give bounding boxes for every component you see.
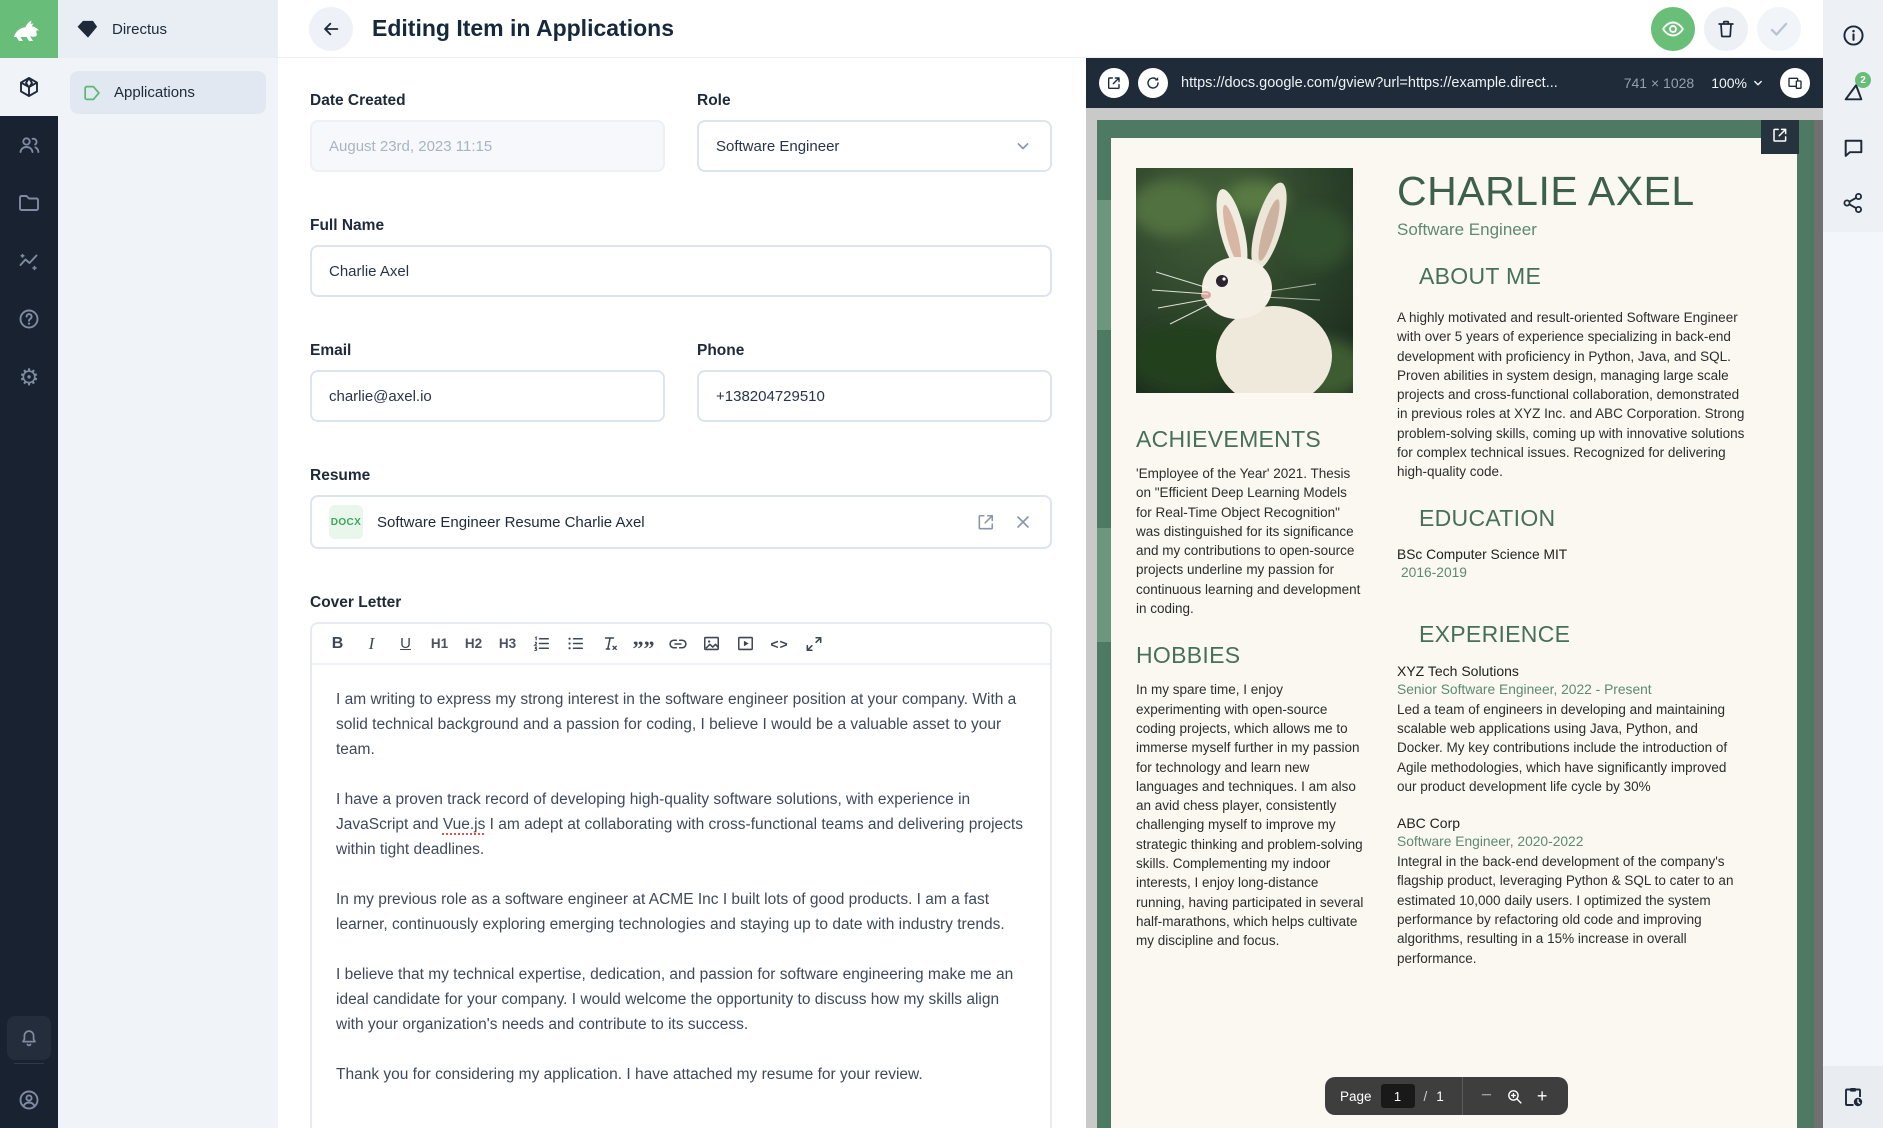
cover-letter-paragraph: I believe that my technical expertise, dedication, and passion for software engineering make me an ideal candidate for your company. I would welcome the opportunity to discuss how my skills align with your organization's needs and contribute to its success. <box>336 966 1014 1033</box>
phone-value: +138204729510 <box>716 387 825 405</box>
back-button[interactable] <box>309 7 353 51</box>
open-file-button[interactable] <box>976 512 996 532</box>
activity-log-button[interactable] <box>1823 1066 1883 1128</box>
module-users[interactable] <box>0 116 58 174</box>
notifications-button[interactable] <box>7 1016 51 1060</box>
preview-button[interactable] <box>1651 7 1695 51</box>
preview-viewport <box>1086 120 1823 1128</box>
resume-file-input[interactable] <box>310 495 1052 549</box>
about-text: A highly motivated and result-oriented Software Engineer with over 5 years of experience specializing in back-end development with proficiency in Python, Java, and SQL. Proven abilities in system design, managing large scale projects and cross-functional collaboration, demonstrated in previous roles at XYZ Inc. and ABC Corporation. Strong problem-solving skills, coming up with innovative solutions for complex technical issues. Recognized for delivering high-quality code. <box>1397 310 1745 480</box>
job-role: Senior Software Engineer, 2022 - Present <box>1397 681 1652 697</box>
email-label: Email <box>310 342 352 359</box>
account-button[interactable] <box>7 1078 51 1122</box>
cover-letter-paragraph: Thank you for considering my application. I have attached my resume for your review. <box>336 1066 923 1083</box>
page-label: Page <box>1340 1088 1372 1104</box>
project-selector[interactable] <box>58 0 278 58</box>
page-edge-segment <box>1097 200 1111 330</box>
field-date-created <box>310 92 665 172</box>
video-button[interactable] <box>733 630 758 658</box>
field-email <box>310 342 665 422</box>
resume-label: Resume <box>310 467 371 484</box>
open-in-new-icon <box>1771 126 1789 144</box>
module-help[interactable] <box>0 290 58 348</box>
job-role: Software Engineer, 2020-2022 <box>1397 834 1584 850</box>
h3-button[interactable]: H3 <box>498 636 517 651</box>
sidebar-item-label: Applications <box>114 84 195 101</box>
date-created-input[interactable] <box>310 120 665 172</box>
eye-icon <box>1661 17 1685 41</box>
gem-icon <box>77 19 99 39</box>
save-button[interactable] <box>1757 7 1801 51</box>
revisions-badge: 2 <box>1855 72 1871 88</box>
education-degree: BSc Computer Science MIT <box>1397 546 1568 562</box>
document-scrollbar[interactable] <box>1814 120 1823 1128</box>
date-created-label: Date Created <box>310 92 406 109</box>
editor-toolbar <box>312 624 1050 665</box>
experience-heading: EXPERIENCE <box>1419 620 1571 647</box>
zoom-in-button[interactable]: + <box>1536 1085 1548 1106</box>
chevron-down-icon <box>1751 76 1765 90</box>
job-description: Led a team of engineers in developing and maintaining scalable web applications using Java, Python, and Docker. My key contributions include the introduction of Agile methodologies, which have significantly improved our product development life cycle by 30% <box>1397 701 1728 794</box>
cover-letter-paragraph: In my previous role as a software engineer at ACME Inc I built lots of good products. I am a fast learner, continuously exploring emerging technologies and staying up to date with industry trends. <box>336 891 1005 933</box>
clear-format-button[interactable] <box>597 630 622 658</box>
insights-icon <box>17 249 41 273</box>
bullet-list-icon <box>566 634 585 653</box>
full-name-input[interactable] <box>310 245 1052 297</box>
module-settings[interactable] <box>0 348 58 406</box>
navigation-sidebar <box>58 0 278 1128</box>
achievements-text: 'Employee of the Year' 2021. Thesis on "Efficient Deep Learning Models for Real-Time Object Recognition" was distinguished for its significance and my contributions to open-source projects underline my passion for continuous learning and development in coding. <box>1136 466 1361 617</box>
resume-left-column <box>1136 168 1364 968</box>
arrow-left-icon <box>320 18 342 40</box>
email-value: charlie@axel.io <box>329 387 432 405</box>
role-select[interactable] <box>697 120 1052 172</box>
fullscreen-icon <box>804 634 824 654</box>
field-cover-letter <box>310 594 1023 1128</box>
trash-icon <box>1715 18 1737 40</box>
job-company: ABC Corp <box>1397 815 1461 832</box>
resume-name: CHARLIE AXEL <box>1397 168 1695 214</box>
blockquote-button[interactable]: ”” <box>632 635 655 661</box>
controls-divider <box>1462 1077 1463 1115</box>
embedded-scrollbar-left[interactable] <box>1086 120 1097 1128</box>
module-files[interactable] <box>0 174 58 232</box>
account-circle-icon <box>17 1088 41 1112</box>
page-number-input[interactable]: 1 <box>1381 1084 1415 1108</box>
users-icon <box>17 133 41 157</box>
h2-button[interactable]: H2 <box>464 636 483 651</box>
open-in-new-icon <box>1106 75 1122 91</box>
education-years: 2016-2019 <box>1401 564 1467 580</box>
check-icon <box>1767 17 1791 41</box>
clipboard-clock-icon <box>1841 1085 1865 1109</box>
help-icon <box>17 307 41 331</box>
hobbies-text: In my spare time, I enjoy experimenting with open-source coding projects, which allows me to immerse myself further in my passion for technology and learn new languages and techniques. I am also an avid chess player, consistently challenging myself to improve my strategic thinking and problem-solving skills. Complementing my indoor interests, I enjoy long-distance running, having participated in several half-marathons, which helps cultivate my discipline and focus. <box>1136 682 1364 949</box>
docx-badge: DOCX <box>329 505 363 539</box>
field-role <box>697 92 1052 172</box>
cover-letter-label: Cover Letter <box>310 594 402 611</box>
comment-icon <box>1841 135 1866 160</box>
ordered-list-button[interactable] <box>529 630 554 658</box>
directus-logo[interactable] <box>0 0 58 58</box>
open-preview-new-tab-button[interactable] <box>1099 68 1129 98</box>
revisions-button[interactable] <box>1823 63 1883 119</box>
header-actions <box>1651 7 1801 51</box>
achievements-heading: ACHIEVEMENTS <box>1136 426 1322 452</box>
right-sidebar-buttons <box>1823 0 1883 232</box>
refresh-icon <box>1145 75 1161 91</box>
italic-button[interactable]: I <box>368 633 375 653</box>
field-phone <box>697 342 1052 422</box>
zoom-tool-button[interactable] <box>1498 1088 1531 1105</box>
module-bar <box>0 0 58 1128</box>
code-button[interactable]: <> <box>770 635 789 652</box>
bold-button[interactable]: B <box>331 634 344 652</box>
phone-label: Phone <box>697 342 745 359</box>
live-preview-panel <box>1086 58 1823 1128</box>
role-label: Role <box>697 92 731 109</box>
share-button[interactable] <box>1823 175 1883 231</box>
underline-button[interactable]: U <box>400 635 411 652</box>
role-value: Software Engineer <box>716 137 840 155</box>
experience-job <box>1397 663 1747 796</box>
video-icon <box>736 634 755 653</box>
gear-icon: ⚙ <box>18 363 40 390</box>
cover-letter-paragraph: I have a proven track record of developing high-quality software solutions, with experience in JavaScript and Vue.js I am adept at collaborating with cross-functional teams and delivering projects within tight deadlines. <box>336 791 1023 858</box>
magnifier-plus-icon <box>1506 1088 1523 1105</box>
close-icon <box>1013 512 1033 532</box>
image-icon <box>702 634 721 653</box>
bell-icon <box>18 1027 40 1049</box>
resume-file-name: Software Engineer Resume Charlie Axel <box>377 513 645 531</box>
module-bar-divider <box>14 1063 44 1064</box>
chevron-down-icon <box>1013 136 1033 156</box>
project-name: Directus <box>112 20 168 38</box>
rabbit-photo <box>1136 168 1353 393</box>
clear-format-icon <box>600 634 619 653</box>
refresh-preview-button[interactable] <box>1138 68 1168 98</box>
link-icon <box>668 634 688 654</box>
full-name-value: Charlie Axel <box>329 262 410 280</box>
devices-icon <box>1787 75 1803 91</box>
zoom-level: 100% <box>1711 75 1747 91</box>
about-heading: ABOUT ME <box>1419 263 1542 289</box>
job-description: Integral in the back-end development of the company's flagship product, leveraging Python & SQL to cater to an estimated 10,000 daily users. I optimized the system performance by refactoring old code and improving algorithms, resulting in a 15% increase in overall performance. <box>1397 854 1734 966</box>
fullscreen-button[interactable] <box>801 630 826 658</box>
cover-letter-text[interactable] <box>312 665 1050 1128</box>
preview-dimensions: 741 × 1028 <box>1623 75 1695 91</box>
info-icon <box>1841 23 1866 48</box>
cube-icon <box>17 75 41 99</box>
info-button[interactable] <box>1823 7 1883 63</box>
job-company: XYZ Tech Solutions <box>1397 662 1519 679</box>
zoom-out-button[interactable]: − <box>1480 1085 1492 1106</box>
label-tag-icon <box>81 82 103 104</box>
pdf-page-controls <box>1325 1077 1568 1115</box>
date-created-value: August 23rd, 2023 11:15 <box>329 137 493 155</box>
page-edge-segment <box>1097 528 1111 642</box>
comments-button[interactable] <box>1823 119 1883 175</box>
sidebar-item-applications[interactable] <box>70 71 266 114</box>
module-content[interactable] <box>0 58 58 116</box>
image-button[interactable] <box>699 630 724 658</box>
preview-url[interactable]: https://docs.google.com/gview?url=https://example.direct... <box>1181 75 1558 91</box>
page-separator: / <box>1423 1088 1428 1104</box>
launch-icon <box>976 512 996 532</box>
h1-button[interactable]: H1 <box>430 636 449 651</box>
preview-url-bar <box>1086 58 1823 108</box>
preview-zoom-select[interactable] <box>1711 75 1765 91</box>
share-icon <box>1841 191 1865 215</box>
full-name-label: Full Name <box>310 217 385 234</box>
device-toggle-button[interactable] <box>1780 68 1810 98</box>
page-total: 1 <box>1436 1088 1444 1104</box>
phone-input[interactable] <box>697 370 1052 422</box>
hobbies-heading: HOBBIES <box>1136 642 1241 669</box>
item-edit-form <box>278 58 1086 1128</box>
field-full-name <box>310 217 1052 297</box>
resume-right-column <box>1397 168 1747 968</box>
folder-icon <box>17 191 41 215</box>
collections-nav <box>58 58 278 127</box>
preview-loading-strip <box>1086 108 1823 120</box>
resume-document <box>1111 138 1797 1128</box>
remove-file-button[interactable] <box>1013 512 1033 532</box>
link-button[interactable] <box>665 630 690 658</box>
ordered-list-icon <box>532 634 551 653</box>
expand-document-button[interactable] <box>1761 120 1799 154</box>
delete-button[interactable] <box>1704 7 1748 51</box>
rich-text-editor <box>310 622 1052 1128</box>
page-title: Editing Item in Applications <box>372 15 674 41</box>
bullet-list-button[interactable] <box>563 630 588 658</box>
page-header <box>278 0 1823 58</box>
field-resume <box>310 467 1052 549</box>
cover-letter-paragraph: I am writing to express my strong interest in the software engineer position at your company. With a solid technical background and a passion for coding, I believe I would be a valuable asset to your team. <box>336 691 1017 758</box>
module-insights[interactable] <box>0 232 58 290</box>
email-input[interactable] <box>310 370 665 422</box>
experience-job <box>1397 815 1747 968</box>
resume-title: Software Engineer <box>1397 220 1537 239</box>
education-heading: EDUCATION <box>1419 504 1556 531</box>
rabbit-logo-icon <box>12 14 46 44</box>
right-sidebar <box>1823 0 1883 1128</box>
spellcheck-word: Vue.js <box>442 816 486 833</box>
